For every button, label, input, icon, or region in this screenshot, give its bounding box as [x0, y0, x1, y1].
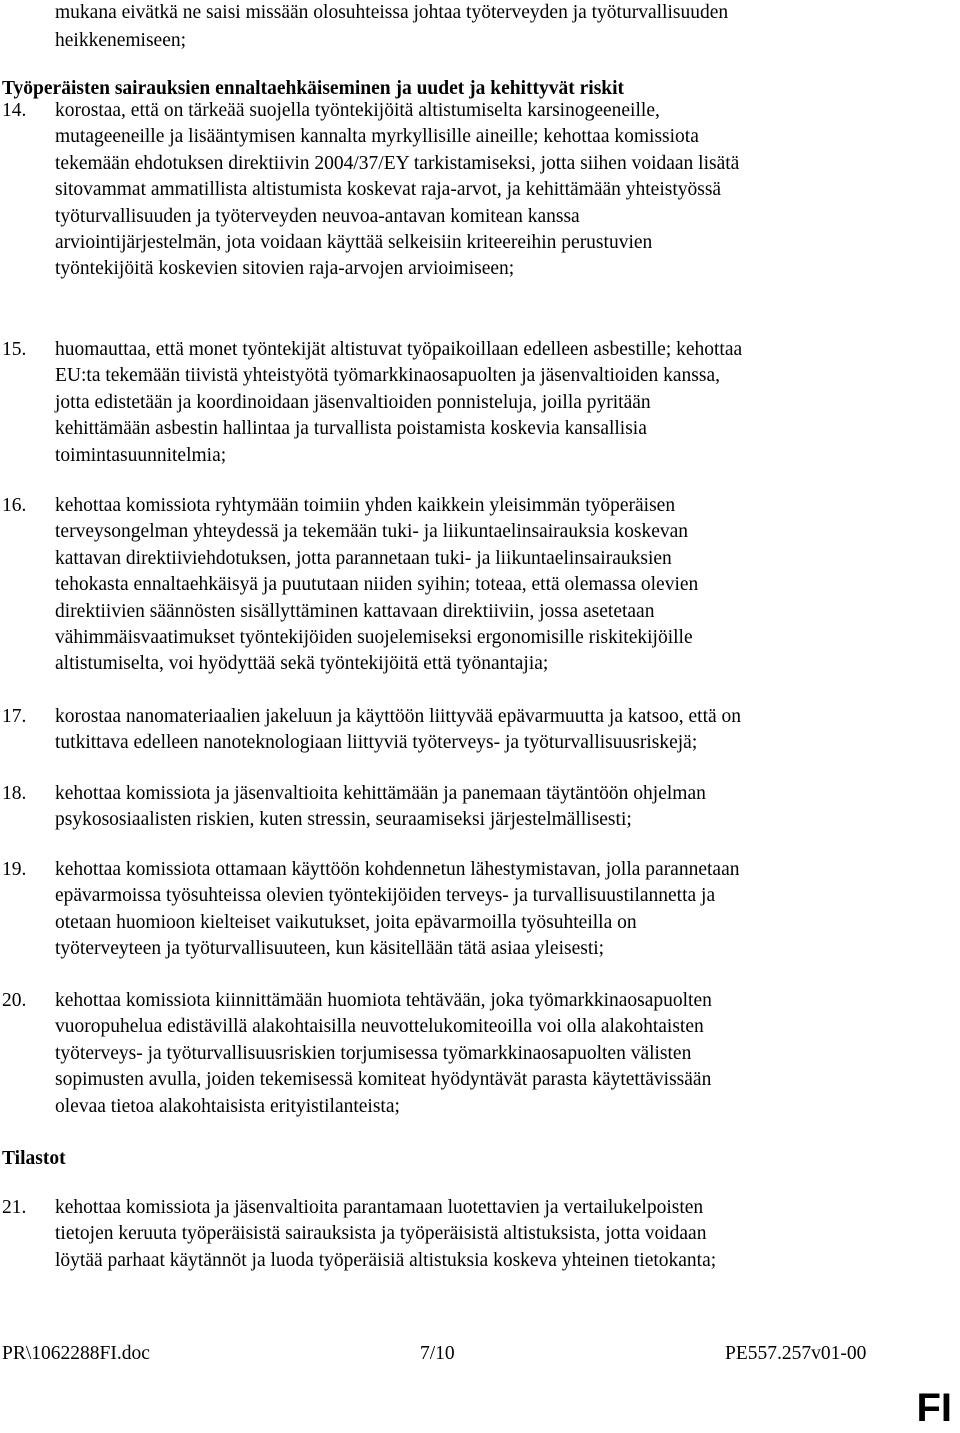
paragraph-line: epävarmoissa työsuhteissa olevien työntekijöiden terveys- ja turvallisuustilannetta ja — [55, 885, 716, 907]
intro-line-1: mukana eivätkä ne saisi missään olosuhteissa johtaa työterveyden ja työturvallisuuden — [55, 2, 729, 23]
paragraph-line: löytää parhaat käytännöt ja luoda työperäisiä altistuksia koskeva yhteinen tietokanta; — [55, 1249, 717, 1271]
language-mark: FI — [916, 1386, 952, 1430]
paragraph-line: arviointijärjestelmän, jota voidaan käyttää selkeisiin kriteereihin perustuvien — [55, 232, 653, 253]
paragraph-line: huomauttaa, että monet työntekijät altistuvat työpaikoillaan edelleen asbestille; kehottaa — [55, 339, 743, 360]
paragraph-line: kehottaa komissiota ottamaan käyttöön kohdennetun lähestymistavan, jolla parannetaan — [55, 859, 740, 880]
paragraph-number: 19. — [2, 859, 27, 880]
paragraph-line: terveysongelman yhteydessä ja tekemään tuki- ja liikuntaelinsairauksia koskevan — [55, 521, 689, 543]
paragraph-number: 20. — [2, 990, 27, 1011]
paragraph-line: työterveyteen ja työturvallisuuteen, kun käsitellään tätä asiaa yleisesti; — [55, 938, 605, 960]
paragraph-line: kattavan direktiiviehdotuksen, jotta parannetaan tuki- ja liikuntaelinsairauksien — [55, 547, 672, 569]
paragraph-line: korostaa nanomateriaalien jakeluun ja käyttöön liittyvää epävarmuutta ja katsoo, että on — [55, 706, 742, 727]
footer-reference: PE557.257v01-00 — [725, 1343, 867, 1364]
paragraph-line: EU:ta tekemään tiivistä yhteistyötä työmarkkinaosapuolten ja jäsenvaltioiden kanssa, — [55, 365, 720, 387]
paragraph-number: 14. — [2, 100, 27, 121]
paragraph-number: 15. — [2, 339, 27, 360]
paragraph-line: tehokasta ennaltaehkäisyä ja puututaan niiden syihin; toteaa, että olemassa olevien — [55, 574, 699, 596]
paragraph-line: työntekijöitä koskevien sitovien raja-arvojen arvioimiseen; — [55, 258, 515, 280]
paragraph-line: kehottaa komissiota ryhtymään toimiin yhden kaikkein yleisimmän työperäisen — [55, 495, 676, 516]
paragraph-line: sitovammat ammatillista altistumista koskevat raja-arvot, ja kehittämään yhteistyössä — [55, 179, 722, 201]
paragraph-number: 17. — [2, 706, 27, 727]
paragraph-line: altistumiselta, voi hyödyttää sekä työntekijöitä että työnantajia; — [55, 653, 549, 675]
paragraph-line: kehottaa komissiota ja jäsenvaltioita parantamaan luotettavien ja vertailukelpoisten — [55, 1197, 704, 1218]
paragraph-line: psykososiaalisten riskien, kuten stressin, seuraamiseksi järjestelmällisesti; — [55, 809, 632, 831]
paragraph-line: työturvallisuuden ja työterveyden neuvoa-antavan komitean kanssa — [55, 205, 580, 227]
paragraph-line: vähimmäisvaatimukset työntekijöiden suojelemiseksi ergonomisille riskitekijöille — [55, 627, 693, 648]
paragraph-line: toimintasuunnitelmia; — [55, 444, 227, 466]
paragraph-number: 16. — [2, 495, 27, 516]
paragraph-line: työterveys- ja työturvallisuusriskien torjumisessa työmarkkinaosapuolten välisten — [55, 1042, 692, 1064]
paragraph-line: kehittämään asbestin hallintaa ja turvallista poistamista koskevia kansallisia — [55, 418, 647, 440]
paragraph-line: mutageeneille ja lisääntymisen kannalta myrkyllisille aineille; kehottaa komissiota — [55, 126, 699, 148]
paragraph-line: olevaa tietoa alakohtaisista erityistilanteista; — [55, 1095, 400, 1117]
paragraph-line: korostaa, että on tärkeää suojella työntekijöitä altistumiselta karsinogeeneille, — [55, 100, 660, 121]
paragraph-number: 21. — [2, 1197, 27, 1218]
paragraph-line: tekemään ehdotuksen direktiivin 2004/37/EY tarkistamiseksi, jotta siihen voidaan lisätä — [55, 152, 740, 174]
paragraph-line: sopimusten avulla, joiden tekemisessä komiteat hyödyntävät parasta käytettävissään — [55, 1069, 712, 1091]
paragraph-line: tietojen keruuta työperäisistä sairauksista ja työperäisistä altistuksista, jotta voidaan — [55, 1223, 707, 1245]
paragraph-line: jotta edistetään ja koordinoidaan jäsenvaltioiden ponnisteluja, joilla pyritään — [55, 391, 651, 413]
section-heading-risks: Työperäisten sairauksien ennaltaehkäiseminen ja uudet ja kehittyvät riskit — [2, 78, 625, 99]
footer-document-id: PR\1062288FI.doc — [2, 1343, 150, 1364]
intro-line-2: heikkenemiseen; — [55, 30, 187, 51]
paragraph-line: otetaan huomioon kielteiset vaikutukset, joita epävarmoilla työsuhteilla on — [55, 911, 637, 933]
paragraph-line: kehottaa komissiota ja jäsenvaltioita kehittämään ja panemaan täytäntöön ohjelman — [55, 783, 706, 804]
paragraph-line: vuoropuhelua edistävillä alakohtaisilla neuvottelukomiteoilla voi olla alakohtaisten — [55, 1016, 704, 1038]
paragraph-line: direktiivien säännösten sisällyttäminen kattavaan direktiiviin, jossa asetetaan — [55, 600, 655, 622]
paragraph-number: 18. — [2, 783, 27, 804]
footer-page-number: 7/10 — [420, 1343, 455, 1364]
paragraph-line: kehottaa komissiota kiinnittämään huomiota tehtävään, joka työmarkkinaosapuolten — [55, 990, 712, 1011]
paragraph-line: tutkittava edelleen nanoteknologiaan liittyviä työterveys- ja työturvallisuusriskejä; — [55, 732, 698, 754]
section-heading-stats: Tilastot — [2, 1148, 66, 1169]
